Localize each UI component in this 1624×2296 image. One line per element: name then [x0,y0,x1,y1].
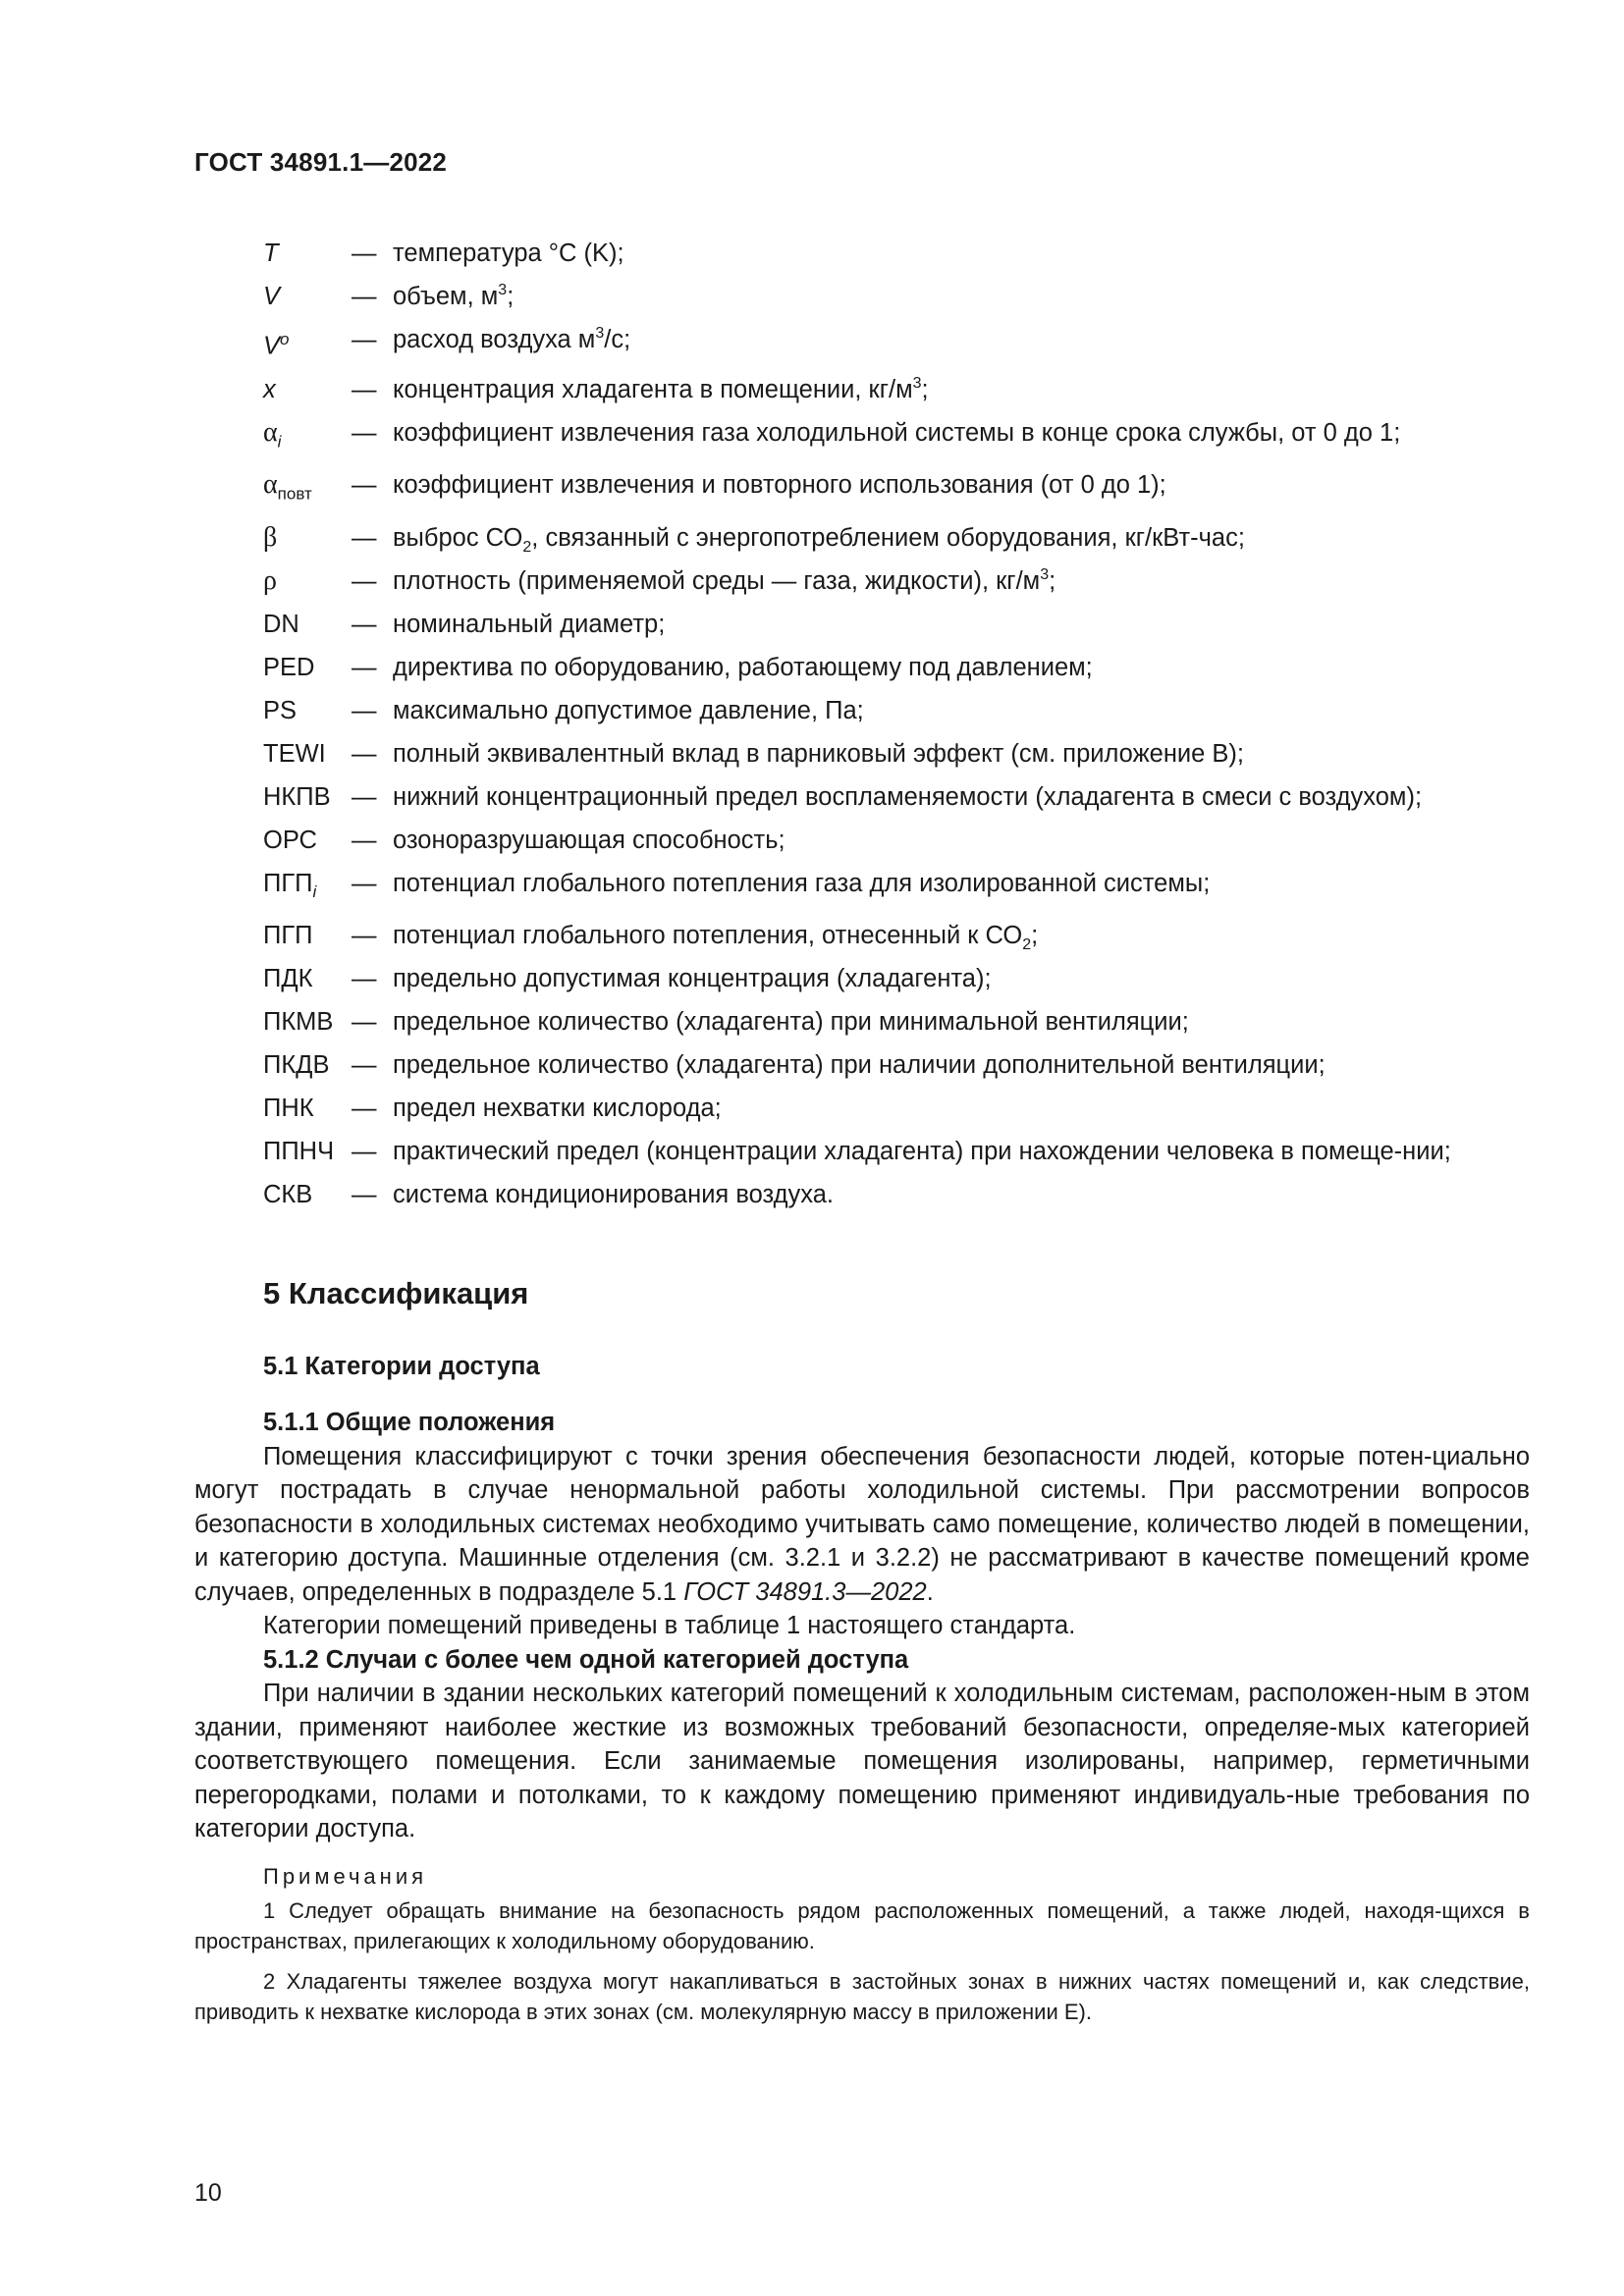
definition-text: практический предел (концентрации хладагента) при нахождении человека в помеще-нии; [393,1137,1451,1165]
section-5-1-2-paragraph-1: При наличии в здании нескольких категорий помещений к холодильным системам, расположен-ным в этом здании, применяют наиболее жесткие из возможных требований безопасности, определяе-мых категорией соответствующего помещения. Если занимаемые помещения изолированы, например, герметичными перегородками, полами и потолками, то к каждому помещению применяют индивидуаль-ные требования по категории доступа. [194,1680,1530,1842]
definition-text: температура °С (K); [393,240,624,267]
definition-symbol: x [263,375,276,403]
definition-symbol: ПКДВ [263,1050,330,1079]
paragraph-text: Помещения классифицируют с точки зрения обеспечения безопасности людей, которые потен-циально могут пострадать в случае ненормальной работы холодильной системы. При рассмотрении вопросов безопасности в холодильных системах необходимо учитывать само помещение, количество людей в помещении, и категорию доступа. Машинные отделения (см. 3.2.1 и 3.2.2) не рассматривают в качестве помещений кроме случаев, определенных в подразделе 5.1 [194,1442,1530,1606]
definition-text: расход воздуха $м^3/с$; [393,325,631,353]
definition-dash: — [352,739,377,768]
definition-symbol: ПКМВ [263,1007,334,1036]
definition-text: предельно допустимая концентрация (хладагента); [393,964,992,992]
definition-symbol: ОРС [263,826,317,854]
definitions-list [263,232,1530,1216]
definition-row [263,275,1530,318]
definition-dash: — [352,326,377,353]
definition-dash: — [352,826,377,854]
definition-dash: — [352,1137,377,1165]
definition-dash: — [352,418,377,447]
definition-dash: — [352,696,377,724]
definition-symbol: V [263,283,281,310]
note-1: 1 Следует обращать внимание на безопасность рядом расположенных помещений, а также людей, находя-щихся в пространствах, прилегающих к холодильному оборудованию. [194,1897,1530,1953]
definition-text: потенциал глобального потепления газа для изолированной системы; [393,869,1211,897]
definition-text: номинальный диаметр; [393,610,666,638]
definition-symbol: $\alpha_{повт}$ [263,469,312,504]
definition-symbol: ПГП [263,921,313,949]
definition-text: выброс $СО_2$, связанный с энергопотреблением оборудования, кг/кВт-час; [393,523,1245,556]
definition-symbol: ППНЧ [263,1137,335,1165]
definition-dash: — [352,1007,377,1036]
definition-row [263,411,1530,464]
definition-text: максимально допустимое давление, Па; [393,696,864,724]
definition-text: предел нехватки кислорода; [393,1094,722,1122]
definition-dash: — [352,471,377,500]
definition-text: полный эквивалентный вклад в парниковый эффект (см. приложение В); [393,739,1244,768]
definition-symbol: ρ [263,564,277,596]
definition-text: коэффициент извлечения газа холодильной системы в конце срока службы, от 0 до 1; [393,418,1401,447]
page-number: 10 [194,2179,222,2207]
definition-dash: — [352,566,377,595]
section-5-title: 5 Классификация [263,1276,529,1310]
definition-text: система кондиционирования воздуха. [393,1180,834,1208]
notes-title: Примечания [263,1863,428,1889]
definition-row [263,1173,1530,1216]
definition-row [263,862,1530,914]
definition-text: нижний концентрационный предел воспламеняемости (хладагента в смеси с воздухом); [393,782,1423,811]
definition-dash: — [352,610,377,638]
definition-symbol: $V^o$ [263,330,290,360]
paragraph-end: . [926,1577,934,1606]
definition-row [263,318,1530,368]
definition-dash: — [352,869,377,897]
document-header: ГОСТ 34891.1—2022 [194,147,448,177]
definition-row [263,368,1530,411]
definition-symbol: СКВ [263,1180,313,1208]
definition-row [263,819,1530,862]
section-5-1-title: 5.1 Категории доступа [263,1353,540,1380]
definition-symbol: $\alpha_i$ [263,416,282,452]
definition-dash: — [352,921,377,949]
definition-row [263,516,1530,560]
definition-dash: — [352,964,377,992]
definition-text: озоноразрушающая способность; [393,826,785,854]
definition-text: концентрация хладагента в помещении, $кг/м^3$; [393,374,929,403]
section-5-1-1 [194,1406,1530,2027]
definition-dash: — [352,782,377,811]
definition-row [263,732,1530,775]
definition-row [263,775,1530,819]
definition-row [263,914,1530,957]
definition-symbol: ПНК [263,1094,314,1122]
definition-row [263,1043,1530,1087]
definition-dash: — [352,1180,377,1208]
definition-row [263,646,1530,689]
definition-symbol: T [263,240,279,267]
section-5-1-1-paragraph-2: Категории помещений приведены в таблице 1 настоящего стандарта. [263,1612,1076,1639]
definition-symbol: DN [263,610,299,638]
definition-symbol: $ПГП_i$ [263,869,317,901]
definition-row [263,689,1530,732]
definition-symbol: PS [263,696,298,724]
definition-dash: — [352,240,377,267]
definition-dash: — [352,523,377,552]
definition-text: предельное количество (хладагента) при минимальной вентиляции; [393,1007,1189,1036]
definition-row [263,463,1530,516]
definition-dash: — [352,1094,377,1122]
section-5-1-1-title: 5.1.1 Общие положения [263,1409,556,1436]
definition-text: плотность (применяемой среды — газа, жидкости), $кг/м^3$; [393,565,1056,595]
definition-symbol: НКПВ [263,782,331,811]
definition-dash: — [352,283,377,310]
definition-dash: — [352,375,377,403]
definition-symbol: β [263,521,278,553]
definition-text: предельное количество (хладагента) при наличии дополнительной вентиляции; [393,1050,1326,1079]
section-5-1-2-title: 5.1.2 Случаи с более чем одной категорией доступа [263,1645,909,1674]
definition-row [263,1087,1530,1130]
definition-text: потенциал глобального потепления, отнесенный к $СО_2$; [393,921,1039,953]
definition-row [263,1130,1530,1173]
definition-dash: — [352,653,377,681]
definition-row [263,560,1530,603]
standard-reference: ГОСТ 34891.3—2022 [683,1577,927,1606]
definition-row [263,603,1530,646]
definition-text: коэффициент извлечения и повторного использования (от 0 до 1); [393,471,1166,500]
definition-row [263,957,1530,1000]
definition-row [263,232,1530,275]
note-2: 2 Хладагенты тяжелее воздуха могут накапливаться в застойных зонах в нижних частях помещений и, как следствие, приводить к нехватке кислорода в этих зонах (см. молекулярную массу в приложении Е). [194,1968,1530,2024]
definition-row [263,1000,1530,1043]
section-5-1-1-paragraph-1 [194,1440,1530,1610]
definition-text: объем, $м^3$; [393,282,514,310]
definition-symbol: PED [263,653,315,681]
definition-dash: — [352,1050,377,1079]
definition-text: директива по оборудованию, работающему под давлением; [393,653,1093,681]
definition-symbol: ПДК [263,964,313,992]
definition-symbol: TEWI [263,739,326,768]
